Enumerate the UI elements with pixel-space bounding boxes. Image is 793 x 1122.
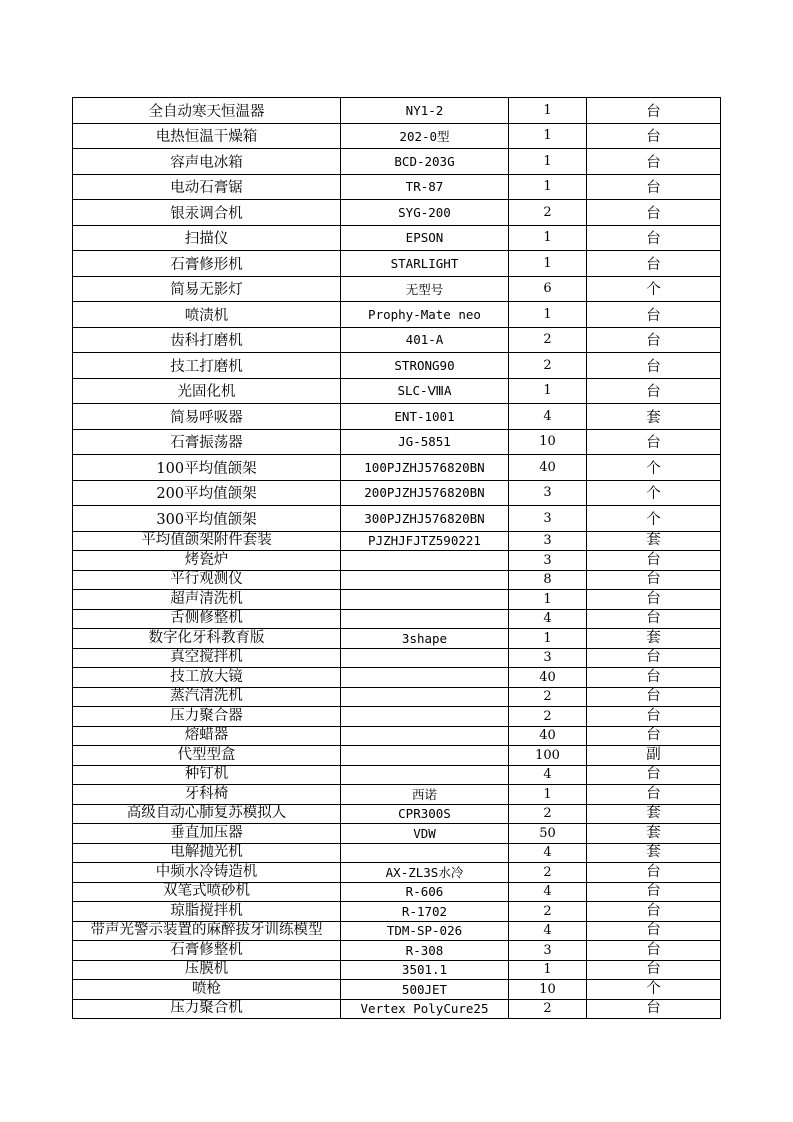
- equipment-name-cell: 蒸汽清洗机: [73, 687, 341, 707]
- equipment-name-cell: 石膏修整机: [73, 941, 341, 961]
- table-row: [73, 570, 721, 590]
- model-cell: 3501.1: [341, 960, 509, 980]
- equipment-name-cell: 100平均值颌架: [73, 455, 341, 481]
- equipment-name-cell: 中频水冷铸造机: [73, 863, 341, 883]
- quantity-cell: 3: [509, 941, 587, 961]
- table-row: [73, 882, 721, 902]
- unit-cell: 副: [587, 746, 721, 766]
- quantity-cell: 1: [509, 960, 587, 980]
- quantity-cell: 100: [509, 746, 587, 766]
- table-row: [73, 687, 721, 707]
- model-cell: [341, 765, 509, 785]
- model-cell: VDW: [341, 824, 509, 844]
- table-row: [73, 480, 721, 506]
- table-row: [73, 251, 721, 277]
- equipment-name-cell: 容声电冰箱: [73, 149, 341, 175]
- table-row: [73, 225, 721, 251]
- unit-cell: 台: [587, 902, 721, 922]
- quantity-cell: 50: [509, 824, 587, 844]
- model-cell: ENT-1001: [341, 404, 509, 430]
- equipment-name-cell: 光固化机: [73, 378, 341, 404]
- equipment-name-cell: 双笔式喷砂机: [73, 882, 341, 902]
- table-row: [73, 921, 721, 941]
- unit-cell: 台: [587, 302, 721, 328]
- equipment-name-cell: 石膏修形机: [73, 251, 341, 277]
- model-cell: 300PJZHJ576820BN: [341, 506, 509, 532]
- table-row: [73, 174, 721, 200]
- table-row: [73, 609, 721, 629]
- table-row: [73, 863, 721, 883]
- unit-cell: 台: [587, 785, 721, 805]
- equipment-name-cell: 琼脂搅拌机: [73, 902, 341, 922]
- model-cell: Vertex PolyCure25: [341, 999, 509, 1019]
- table-row: [73, 455, 721, 481]
- table-row: [73, 327, 721, 353]
- table-row: [73, 941, 721, 961]
- unit-cell: 套: [587, 531, 721, 551]
- model-cell: BCD-203G: [341, 149, 509, 175]
- quantity-cell: 2: [509, 707, 587, 727]
- table-row: [73, 902, 721, 922]
- table-row: [73, 98, 721, 124]
- equipment-name-cell: 技工放大镜: [73, 668, 341, 688]
- equipment-name-cell: 齿科打磨机: [73, 327, 341, 353]
- quantity-cell: 1: [509, 149, 587, 175]
- equipment-name-cell: 电热恒温干燥箱: [73, 123, 341, 149]
- model-cell: [341, 687, 509, 707]
- unit-cell: 套: [587, 843, 721, 863]
- quantity-cell: 10: [509, 429, 587, 455]
- equipment-name-cell: 压力聚合器: [73, 707, 341, 727]
- model-cell: [341, 726, 509, 746]
- quantity-cell: 1: [509, 251, 587, 277]
- model-cell: 401-A: [341, 327, 509, 353]
- table-row: [73, 843, 721, 863]
- table-row: [73, 746, 721, 766]
- table-row: [73, 980, 721, 1000]
- model-cell: 100PJZHJ576820BN: [341, 455, 509, 481]
- table-row: [73, 804, 721, 824]
- quantity-cell: 4: [509, 921, 587, 941]
- equipment-name-cell: 电动石膏锯: [73, 174, 341, 200]
- equipment-name-cell: 300平均值颌架: [73, 506, 341, 532]
- unit-cell: 台: [587, 765, 721, 785]
- unit-cell: 台: [587, 941, 721, 961]
- unit-cell: 个: [587, 276, 721, 302]
- table-row: [73, 999, 721, 1019]
- equipment-name-cell: 平行观测仪: [73, 570, 341, 590]
- model-cell: R-606: [341, 882, 509, 902]
- quantity-cell: 40: [509, 668, 587, 688]
- model-cell: [341, 551, 509, 571]
- unit-cell: 套: [587, 804, 721, 824]
- quantity-cell: 3: [509, 480, 587, 506]
- quantity-cell: 1: [509, 98, 587, 124]
- unit-cell: 个: [587, 506, 721, 532]
- unit-cell: 台: [587, 726, 721, 746]
- model-cell: Prophy-Mate neo: [341, 302, 509, 328]
- unit-cell: 台: [587, 590, 721, 610]
- equipment-name-cell: 带声光警示装置的麻醉拔牙训练模型: [73, 921, 341, 941]
- model-cell: R-1702: [341, 902, 509, 922]
- table-row: [73, 960, 721, 980]
- equipment-name-cell: 喷渍机: [73, 302, 341, 328]
- unit-cell: 台: [587, 960, 721, 980]
- equipment-name-cell: 喷枪: [73, 980, 341, 1000]
- quantity-cell: 2: [509, 999, 587, 1019]
- table-row: [73, 276, 721, 302]
- equipment-name-cell: 舌侧修整机: [73, 609, 341, 629]
- unit-cell: 套: [587, 404, 721, 430]
- equipment-name-cell: 种钉机: [73, 765, 341, 785]
- table-row: [73, 668, 721, 688]
- quantity-cell: 2: [509, 902, 587, 922]
- unit-cell: 台: [587, 353, 721, 379]
- quantity-cell: 3: [509, 506, 587, 532]
- quantity-cell: 3: [509, 648, 587, 668]
- unit-cell: 台: [587, 429, 721, 455]
- equipment-name-cell: 烤瓷炉: [73, 551, 341, 571]
- quantity-cell: 4: [509, 843, 587, 863]
- model-cell: NY1-2: [341, 98, 509, 124]
- quantity-cell: 1: [509, 590, 587, 610]
- table-row: [73, 123, 721, 149]
- unit-cell: 套: [587, 629, 721, 649]
- quantity-cell: 2: [509, 687, 587, 707]
- unit-cell: 台: [587, 687, 721, 707]
- table-row: [73, 707, 721, 727]
- quantity-cell: 2: [509, 353, 587, 379]
- equipment-name-cell: 电解抛光机: [73, 843, 341, 863]
- model-cell: 500JET: [341, 980, 509, 1000]
- model-cell: R-308: [341, 941, 509, 961]
- equipment-name-cell: 200平均值颌架: [73, 480, 341, 506]
- quantity-cell: 1: [509, 378, 587, 404]
- model-cell: AX-ZL3S水冷: [341, 863, 509, 883]
- quantity-cell: 4: [509, 404, 587, 430]
- unit-cell: 台: [587, 327, 721, 353]
- table-row: [73, 785, 721, 805]
- table-row: [73, 302, 721, 328]
- unit-cell: 台: [587, 648, 721, 668]
- equipment-name-cell: 全自动寒天恒温器: [73, 98, 341, 124]
- model-cell: SLC-ⅧA: [341, 378, 509, 404]
- model-cell: 西诺: [341, 785, 509, 805]
- quantity-cell: 1: [509, 123, 587, 149]
- unit-cell: 台: [587, 378, 721, 404]
- table-row: [73, 551, 721, 571]
- equipment-name-cell: 熔蜡器: [73, 726, 341, 746]
- unit-cell: 台: [587, 882, 721, 902]
- model-cell: JG-5851: [341, 429, 509, 455]
- table-row: [73, 378, 721, 404]
- model-cell: STARLIGHT: [341, 251, 509, 277]
- equipment-name-cell: 石膏振荡器: [73, 429, 341, 455]
- model-cell: SYG-200: [341, 200, 509, 226]
- model-cell: STRONG90: [341, 353, 509, 379]
- table-row: [73, 506, 721, 532]
- model-cell: [341, 570, 509, 590]
- model-cell: 无型号: [341, 276, 509, 302]
- quantity-cell: 1: [509, 174, 587, 200]
- equipment-table-body: [73, 98, 721, 1019]
- unit-cell: 台: [587, 98, 721, 124]
- equipment-name-cell: 银汞调合机: [73, 200, 341, 226]
- equipment-name-cell: 牙科椅: [73, 785, 341, 805]
- quantity-cell: 40: [509, 726, 587, 746]
- table-row: [73, 404, 721, 430]
- table-row: [73, 590, 721, 610]
- unit-cell: 台: [587, 123, 721, 149]
- quantity-cell: 1: [509, 302, 587, 328]
- unit-cell: 台: [587, 200, 721, 226]
- equipment-name-cell: 压力聚合机: [73, 999, 341, 1019]
- quantity-cell: 2: [509, 804, 587, 824]
- equipment-name-cell: 超声清洗机: [73, 590, 341, 610]
- equipment-name-cell: 代型型盒: [73, 746, 341, 766]
- unit-cell: 台: [587, 174, 721, 200]
- table-row: [73, 149, 721, 175]
- model-cell: [341, 707, 509, 727]
- model-cell: PJZHJFJTZ590221: [341, 531, 509, 551]
- unit-cell: 套: [587, 824, 721, 844]
- quantity-cell: 1: [509, 225, 587, 251]
- table-row: [73, 200, 721, 226]
- model-cell: [341, 843, 509, 863]
- quantity-cell: 2: [509, 327, 587, 353]
- model-cell: EPSON: [341, 225, 509, 251]
- model-cell: [341, 609, 509, 629]
- equipment-name-cell: 技工打磨机: [73, 353, 341, 379]
- quantity-cell: 4: [509, 882, 587, 902]
- model-cell: TR-87: [341, 174, 509, 200]
- model-cell: [341, 590, 509, 610]
- quantity-cell: 2: [509, 200, 587, 226]
- unit-cell: 个: [587, 455, 721, 481]
- unit-cell: 台: [587, 570, 721, 590]
- model-cell: [341, 746, 509, 766]
- equipment-name-cell: 压膜机: [73, 960, 341, 980]
- unit-cell: 个: [587, 480, 721, 506]
- quantity-cell: 40: [509, 455, 587, 481]
- model-cell: CPR300S: [341, 804, 509, 824]
- unit-cell: 台: [587, 551, 721, 571]
- model-cell: [341, 668, 509, 688]
- equipment-name-cell: 真空搅拌机: [73, 648, 341, 668]
- quantity-cell: 1: [509, 629, 587, 649]
- table-row: [73, 429, 721, 455]
- table-row: [73, 629, 721, 649]
- unit-cell: 个: [587, 980, 721, 1000]
- unit-cell: 台: [587, 609, 721, 629]
- unit-cell: 台: [587, 225, 721, 251]
- equipment-table: [72, 97, 721, 1019]
- equipment-name-cell: 数字化牙科教育版: [73, 629, 341, 649]
- model-cell: TDM-SP-026: [341, 921, 509, 941]
- equipment-name-cell: 平均值颌架附件套装: [73, 531, 341, 551]
- equipment-name-cell: 简易无影灯: [73, 276, 341, 302]
- model-cell: 3shape: [341, 629, 509, 649]
- quantity-cell: 4: [509, 765, 587, 785]
- equipment-name-cell: 高级自动心肺复苏模拟人: [73, 804, 341, 824]
- quantity-cell: 8: [509, 570, 587, 590]
- unit-cell: 台: [587, 999, 721, 1019]
- table-row: [73, 765, 721, 785]
- model-cell: [341, 648, 509, 668]
- model-cell: 202-0型: [341, 123, 509, 149]
- unit-cell: 台: [587, 863, 721, 883]
- equipment-name-cell: 垂直加压器: [73, 824, 341, 844]
- equipment-name-cell: 扫描仪: [73, 225, 341, 251]
- quantity-cell: 3: [509, 551, 587, 571]
- table-row: [73, 824, 721, 844]
- quantity-cell: 10: [509, 980, 587, 1000]
- unit-cell: 台: [587, 149, 721, 175]
- table-row: [73, 726, 721, 746]
- quantity-cell: 1: [509, 785, 587, 805]
- model-cell: 200PJZHJ576820BN: [341, 480, 509, 506]
- unit-cell: 台: [587, 668, 721, 688]
- quantity-cell: 3: [509, 531, 587, 551]
- quantity-cell: 4: [509, 609, 587, 629]
- unit-cell: 台: [587, 921, 721, 941]
- table-row: [73, 648, 721, 668]
- quantity-cell: 2: [509, 863, 587, 883]
- table-row: [73, 353, 721, 379]
- table-row: [73, 531, 721, 551]
- quantity-cell: 6: [509, 276, 587, 302]
- unit-cell: 台: [587, 251, 721, 277]
- unit-cell: 台: [587, 707, 721, 727]
- equipment-name-cell: 简易呼吸器: [73, 404, 341, 430]
